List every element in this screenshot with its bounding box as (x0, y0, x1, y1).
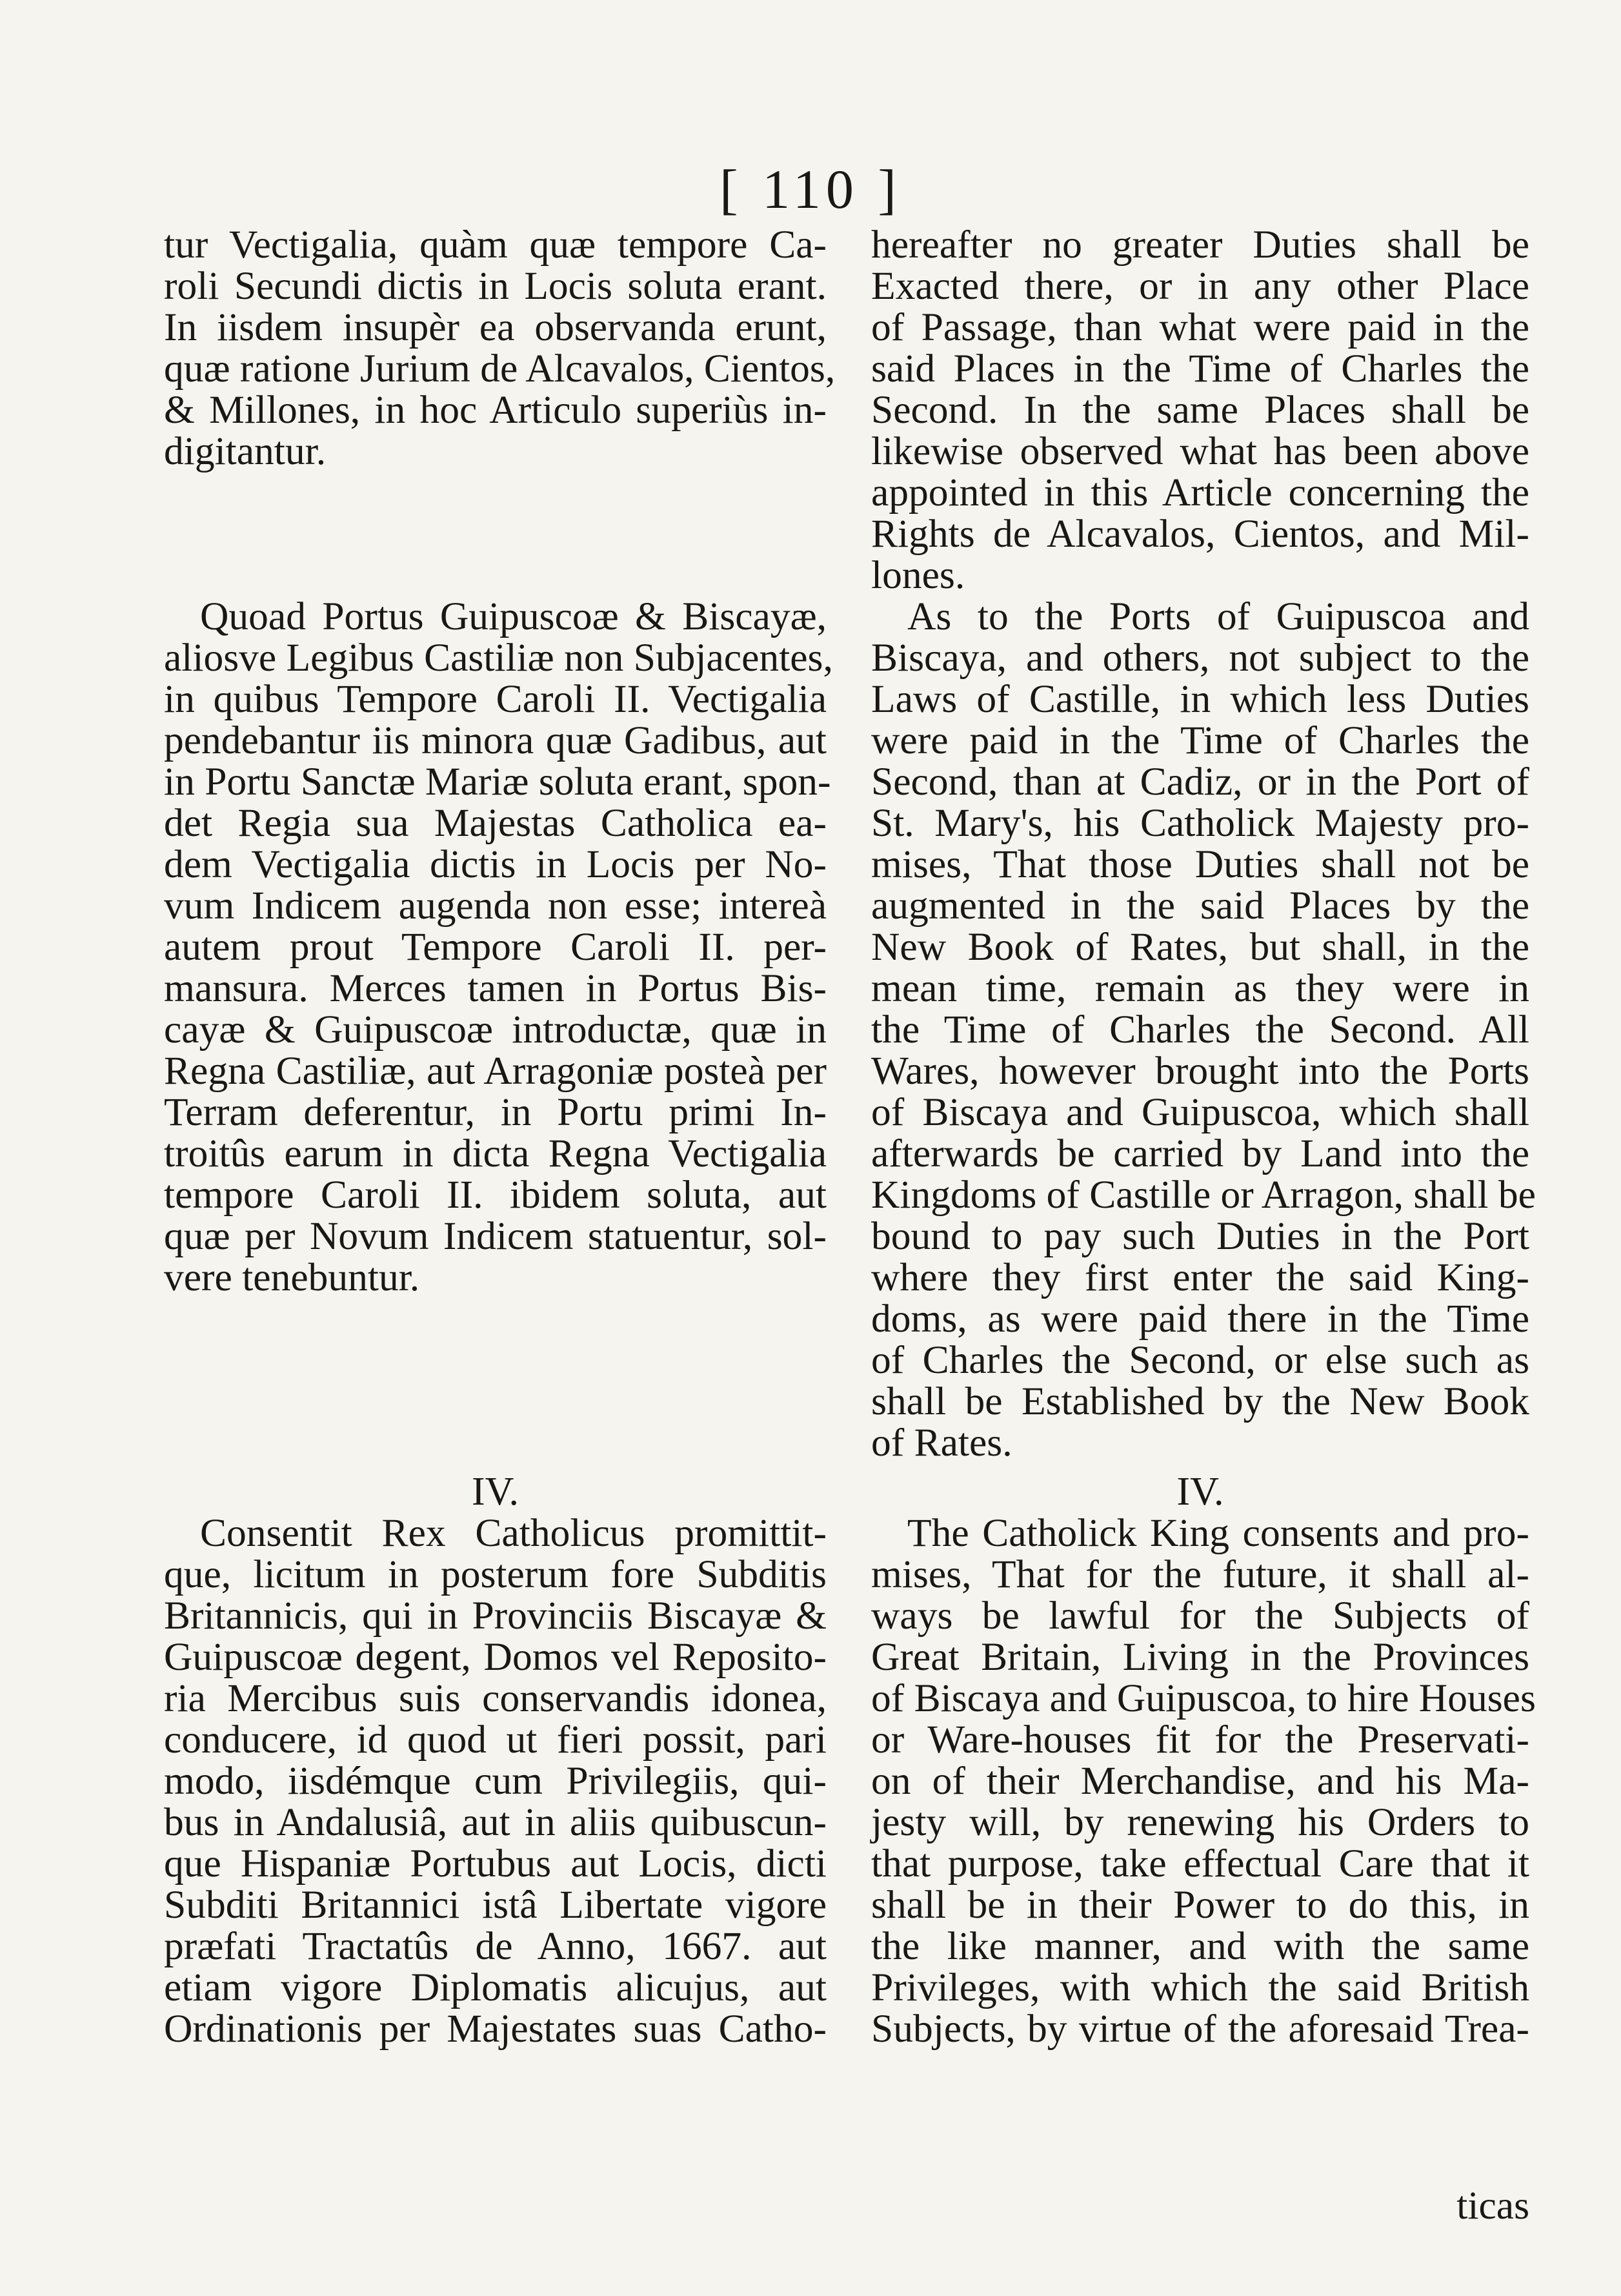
text-line: Regna Castiliæ, aut Arragoniæ posteà per (164, 1049, 827, 1093)
text-line: hereafter no greater Duties shall be (871, 223, 1529, 267)
text-line: Terram deferentur, in Portu primi In- (164, 1090, 827, 1134)
text-line: Second. In the same Places shall be (871, 388, 1529, 432)
text-line: likewise observed what has been above (871, 429, 1529, 473)
text-line: Subjects, by virtue of the aforesaid Trea- (871, 2007, 1529, 2051)
english-paragraph-2 (871, 594, 1536, 1465)
page-number: [ 110 ] (719, 158, 902, 220)
text-line: mises, That for the future, it shall al- (871, 1552, 1529, 1596)
text-line: of Charles the Second, or else such as (871, 1338, 1529, 1382)
text-line: or Ware-houses fit for the Preservati- (871, 1718, 1529, 1762)
text-line: mises, That those Duties shall not be (871, 842, 1529, 886)
text-line: tur Vectigalia, quàm quæ tempore Ca- (164, 223, 827, 267)
text-line: bound to pay such Duties in the Port (871, 1214, 1529, 1258)
text-line: Wares, however brought into the Ports (871, 1049, 1529, 1093)
text-line: conducere, id quod ut fieri possit, pari (164, 1718, 827, 1762)
latin-paragraph-2 (164, 594, 833, 1299)
text-line: were paid in the Time of Charles the (871, 718, 1529, 762)
text-line: vum Indicem augenda non esse; intereà (164, 884, 827, 928)
text-line: Guipuscoæ degent, Domos vel Reposito- (164, 1635, 827, 1679)
english-paragraph-1 (871, 224, 1529, 596)
text-line: troitûs earum in dicta Regna Vectigalia (164, 1132, 827, 1175)
text-line: mean time, remain as they were in (871, 966, 1529, 1010)
text-line: ways be lawful for the Subjects of (871, 1594, 1529, 1638)
text-line: on of their Merchandise, and his Ma- (871, 1759, 1529, 1803)
text-line: autem prout Tempore Caroli II. per- (164, 925, 827, 969)
text-line: Biscaya, and others, not subject to the (871, 636, 1529, 680)
text-line: vere tenebuntur. (164, 1255, 420, 1299)
text-line: que Hispaniæ Portubus aut Locis, dicti (164, 1842, 827, 1885)
text-line: afterwards be carried by Land into the (871, 1132, 1529, 1175)
text-line: Ordinationis per Majestates suas Catho- (164, 2007, 827, 2051)
text-line: bus in Andalusiâ, aut in aliis quibuscun- (164, 1800, 827, 1844)
text-line: that purpose, take effectual Care that it (871, 1842, 1529, 1885)
latin-paragraph-1 (164, 223, 836, 473)
text-line: Kingdoms of Castille or Arragon, shall be (871, 1173, 1536, 1217)
latin-article-heading: IV. (472, 1470, 519, 1514)
text-line: quæ per Novum Indicem statuentur, sol- (164, 1214, 827, 1258)
text-line: where they first enter the said King- (871, 1255, 1529, 1299)
text-line: & Millones, in hoc Articulo superiùs in- (164, 388, 827, 432)
text-line: St. Mary's, his Catholick Majesty pro- (871, 801, 1529, 845)
text-line: Rights de Alcavalos, Cientos, and Mil- (871, 512, 1529, 556)
text-line: digitantur. (164, 429, 327, 473)
text-line: Second, than at Cadiz, or in the Port of (871, 760, 1529, 804)
text-line: que, licitum in posterum fore Subditis (164, 1552, 827, 1596)
english-article-heading: IV. (1176, 1470, 1224, 1514)
text-line: shall be in their Power to do this, in (871, 1883, 1529, 1927)
text-line: As to the Ports of Guipuscoa and (907, 594, 1529, 638)
text-line: quæ ratione Jurium de Alcavalos, Cientos, (164, 347, 836, 391)
text-line: New Book of Rates, but shall, in the (871, 925, 1529, 969)
text-line: tempore Caroli II. ibidem soluta, aut (164, 1173, 827, 1217)
text-line: The Catholick King consents and pro- (907, 1511, 1529, 1555)
text-line: shall be Established by the New Book (871, 1379, 1529, 1423)
text-line: roli Secundi dictis in Locis soluta erant. (164, 264, 827, 308)
text-line: det Regia sua Majestas Catholica ea- (164, 801, 827, 845)
text-line: appointed in this Article concerning the (871, 471, 1529, 514)
text-line: lones. (871, 553, 965, 597)
text-line: pendebantur iis minora quæ Gadibus, aut (164, 718, 827, 762)
english-paragraph-3 (871, 1511, 1536, 2051)
text-line: modo, iisdémque cum Privilegiis, qui- (164, 1759, 827, 1803)
text-line: etiam vigore Diplomatis alicujus, aut (164, 1966, 827, 2009)
text-line: said Places in the Time of Charles the (871, 347, 1529, 391)
text-line: Subditi Britannici istâ Libertate vigore (164, 1883, 827, 1927)
text-line: jesty will, by renewing his Orders to (871, 1800, 1529, 1844)
text-line: In iisdem insupèr ea observanda erunt, (164, 305, 827, 349)
text-line: Britannicis, qui in Provinciis Biscayæ & (164, 1594, 827, 1638)
text-line: of Rates. (871, 1421, 1012, 1465)
text-line: dem Vectigalia dictis in Locis per No- (164, 842, 827, 886)
catchword: ticas (1456, 2184, 1529, 2228)
text-line: præfati Tractatûs de Anno, 1667. aut (164, 1924, 827, 1968)
text-line: Laws of Castille, in which less Duties (871, 677, 1529, 721)
text-line: augmented in the said Places by the (871, 884, 1529, 928)
text-line: of Biscaya and Guipuscoa, which shall (871, 1090, 1529, 1134)
text-line: the like manner, and with the same (871, 1924, 1529, 1968)
text-line: Exacted there, or in any other Place (871, 264, 1529, 308)
text-line: of Passage, than what were paid in the (871, 305, 1529, 349)
text-line: ria Mercibus suis conservandis idonea, (164, 1676, 827, 1720)
text-line: Quoad Portus Guipuscoæ & Biscayæ, (200, 594, 827, 638)
text-line: aliosve Legibus Castiliæ non Subjacentes, (164, 636, 833, 680)
text-line: the Time of Charles the Second. All (871, 1008, 1529, 1051)
text-line: Great Britain, Living in the Provinces (871, 1635, 1529, 1679)
text-line: mansura. Merces tamen in Portus Bis- (164, 966, 827, 1010)
text-line: cayæ & Guipuscoæ introductæ, quæ in (164, 1008, 827, 1051)
text-line: doms, as were paid there in the Time (871, 1297, 1529, 1341)
latin-paragraph-3 (164, 1512, 827, 2049)
text-line: of Biscaya and Guipuscoa, to hire Houses (871, 1676, 1536, 1720)
text-line: in quibus Tempore Caroli II. Vectigalia (164, 677, 827, 721)
text-line: in Portu Sanctæ Mariæ soluta erant, spon- (164, 760, 831, 804)
text-line: Privileges, with which the said British (871, 1966, 1529, 2009)
text-line: Consentit Rex Catholicus promittit- (200, 1511, 827, 1555)
